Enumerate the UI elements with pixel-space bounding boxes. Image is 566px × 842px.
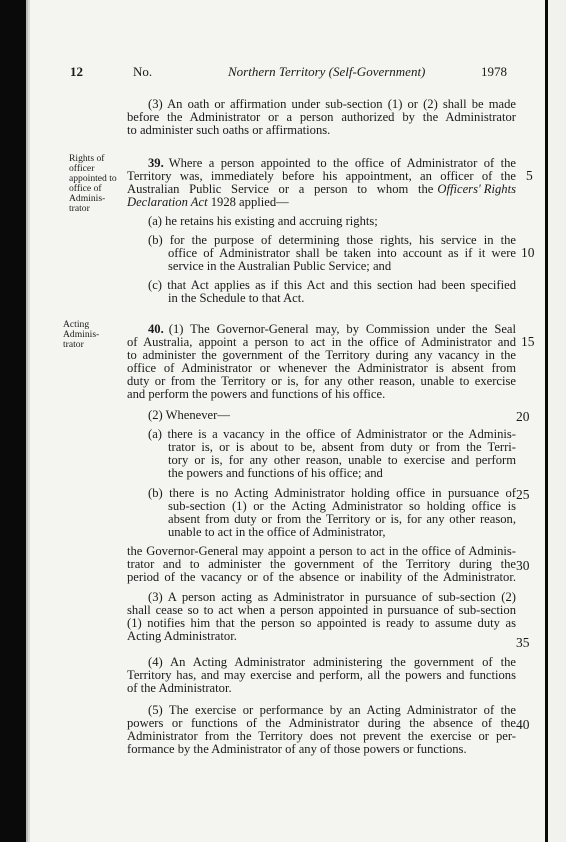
line-number-5: 5 [526, 168, 533, 183]
s39-line-2: Territory was, immediately before his appointment, an officer of the [127, 169, 516, 183]
s39-number: 39. [148, 156, 164, 170]
s40-p4-line-3: of the Administrator. [127, 681, 232, 695]
margin-note-rights-4: office of [69, 183, 102, 194]
margin-note-rights-1: Rights of [69, 153, 105, 164]
line-number-40: 40 [516, 717, 530, 732]
s40-p2-tail-line-3: period of the vacancy or of the absence or inability of the Administrator. [127, 570, 516, 584]
s40-p1-line-1: (1) The Governor-General may, by Commission under the Seal [168, 322, 516, 336]
s39-line-3-wrap [127, 182, 516, 196]
s40-p1-line-4: office of Administrator or whenever the Administrator is absent from [127, 361, 516, 375]
s40-p4-line-2: Territory has, and may exercise and perform, all the powers and functions [127, 668, 516, 682]
s40-p2-tail-line-1: the Governor-General may appoint a person to act in the office of Adminis- [127, 544, 516, 558]
s39-line-4-wrap [127, 195, 289, 209]
s38-3-line-1: (3) An oath or affirmation under sub-section (1) or (2) shall be made [148, 97, 516, 111]
s40-p5-line-4: formance by the Administrator of any of those powers or functions. [127, 742, 467, 756]
next-page-edge [548, 0, 566, 842]
s40-p5-line-2: powers or functions of the Administrator during the absence of the [127, 716, 516, 730]
s39-line-3: Australian Public Service or a person to whom the [127, 182, 434, 196]
page-number: 12 [70, 64, 83, 79]
line-number-25: 25 [516, 487, 530, 502]
s40-p2a-line-4: the powers and functions of his office; and [168, 466, 383, 480]
s40-heading-line [148, 322, 516, 336]
line-number-30: 30 [516, 558, 530, 573]
s40-p3-line-3: (1) notifies him that the person so appointed is ready to assume duty as [127, 616, 516, 630]
s39-heading-line [148, 156, 516, 170]
s40-number: 40. [148, 322, 164, 336]
act-title-part-1: Officers' Rights [437, 182, 516, 196]
line-number-35: 35 [516, 635, 530, 650]
margin-note-rights-6: trator [69, 203, 90, 214]
s40-p1-line-6: and perform the powers and functions of his office. [127, 387, 386, 401]
s39-para-b-line-1: (b) for the purpose of determining those rights, his service in the [148, 233, 516, 247]
s38-3-line-2: before the Administrator or a person authorized by the Administrator [127, 110, 516, 124]
s40-p3-line-2: shall cease so to act when a person appointed in pursuance of sub-section [127, 603, 516, 617]
s38-3-line-3: to administer such oaths or affirmations. [127, 123, 331, 137]
act-number-label: No. [133, 64, 153, 79]
line-number-20: 20 [516, 409, 530, 424]
act-title-part-2: Declaration Act [127, 195, 208, 209]
margin-note-rights-5: Adminis- [69, 193, 106, 204]
s39-para-c-line-2: in the Schedule to that Act. [168, 291, 305, 305]
margin-note-acting-1: Acting [63, 319, 90, 330]
s39-line-4-rest: 1928 applied— [210, 195, 289, 209]
running-year: 1978 [481, 64, 507, 79]
s40-p2b-line-3: absent from duty or from the Territory or is, for any other reason, [168, 512, 516, 526]
s40-p1-line-5: duty or from the Territory or is, for any other reason, unable to exercise [127, 374, 516, 388]
s40-p2b-line-2: sub-section (1) or the Acting Administrator so holding office is [168, 499, 516, 513]
s40-p1-line-2: of Australia, appoint a person to act in the office of Administrator and [127, 335, 516, 349]
line-number-10: 10 [521, 245, 535, 260]
margin-note-acting-2: Adminis- [63, 329, 100, 340]
s39-para-b-line-3: service in the Australian Public Service; and [168, 259, 392, 273]
s39-line-1: Where a person appointed to the office of Administrator of the [168, 156, 516, 170]
margin-note-acting-3: trator [63, 339, 84, 350]
s39-para-b-line-2: office of Administrator shall be taken into account as if it were [168, 246, 516, 260]
s40-p2a-line-1: (a) there is a vacancy in the office of Administrator or the Adminis- [148, 427, 516, 441]
line-number-15: 15 [521, 334, 535, 349]
s40-p5-line-1: (5) The exercise or performance by an Acting Administrator of the [148, 703, 516, 717]
margin-note-rights-2: officer [69, 163, 95, 174]
s40-p2-intro: (2) Whenever— [148, 408, 230, 422]
s39-para-c-line-1: (c) that Act applies as if this Act and this section had been specified [148, 278, 516, 292]
s40-p2a-line-2: trator is, or is about to be, absent from duty or from the Terri- [168, 440, 516, 454]
margin-note-rights-3: appointed to [69, 173, 117, 184]
s40-p3-line-1: (3) A person acting as Administrator in pursuance of sub-section (2) [148, 590, 516, 604]
s39-para-a: (a) he retains his existing and accruing rights; [148, 214, 378, 228]
s40-p3-line-4: Acting Administrator. [127, 629, 237, 643]
s40-p1-line-3: to administer the government of the Territory during any vacancy in the [127, 348, 516, 362]
s40-p2b-line-1: (b) there is no Acting Administrator holding office in pursuance of [148, 486, 516, 500]
s40-p2a-line-3: tory or is, for any other reason, unable to exercise and perform [168, 453, 516, 467]
running-title: Northern Territory (Self-Government) [228, 64, 426, 79]
document-page [30, 0, 545, 842]
s40-p2-tail-line-2: trator and to administer the government of the Territory during the [127, 557, 516, 571]
s40-p2b-line-4: unable to act in the office of Administrator, [168, 525, 386, 539]
s40-p4-line-1: (4) An Acting Administrator administering the government of the [148, 655, 516, 669]
s40-p5-line-3: Administrator from the Territory does not prevent the exercise or per- [127, 729, 516, 743]
